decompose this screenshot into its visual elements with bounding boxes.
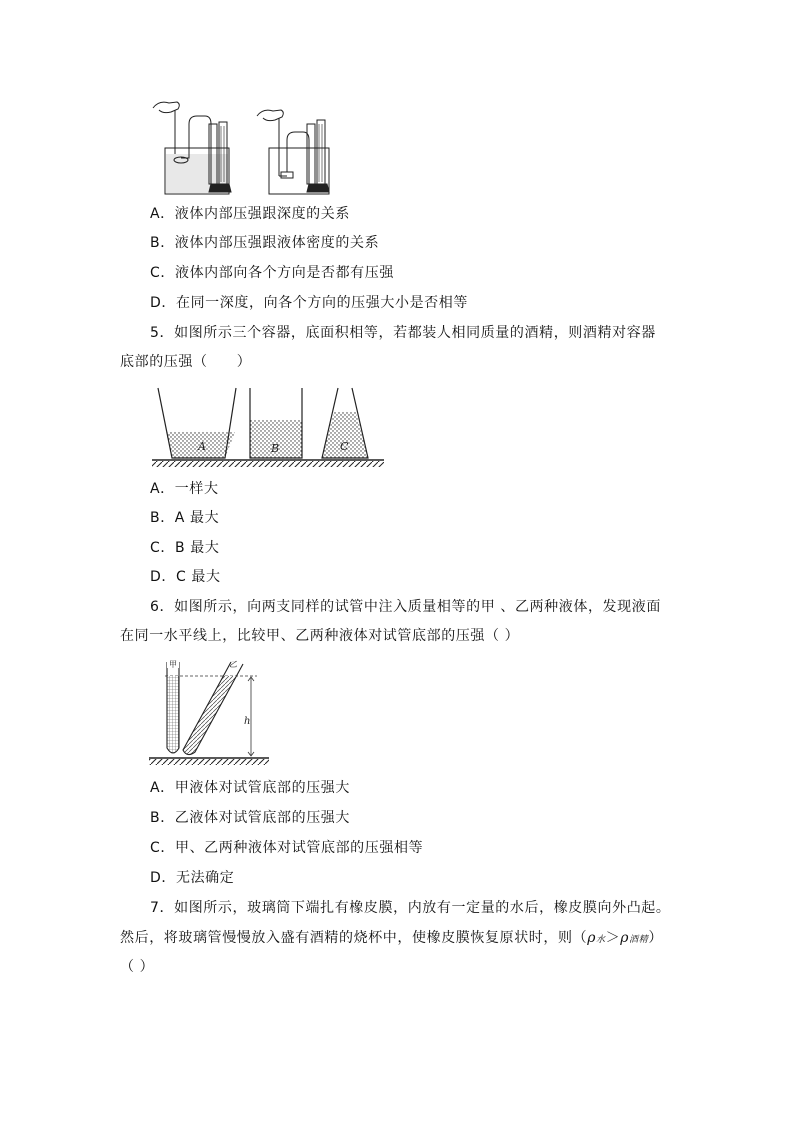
- q6-option-c: C．甲、乙两种液体对试管底部的压强相等: [150, 840, 424, 856]
- q5-option-b: B．A 最大: [150, 510, 220, 526]
- three-containers-figure: [150, 384, 390, 468]
- q6-option-d: D．无法确定: [150, 870, 235, 886]
- q6-stem-line2: 在同一水平线上，比较甲、乙两种液体对试管底部的压强（ ）: [120, 628, 520, 644]
- q6-option-b: B．乙液体对试管底部的压强大: [150, 810, 351, 826]
- gauge-setup-left: [153, 102, 231, 194]
- q4-option-b: B．液体内部压强跟液体密度的关系: [150, 235, 380, 251]
- pressure-gauge-figure: [145, 94, 345, 200]
- q4-option-a: A．液体内部压强跟深度的关系: [150, 206, 350, 222]
- container-b-label: B: [271, 442, 280, 455]
- q5-option-a: A．一样大: [150, 481, 219, 497]
- q4-option-c: C．液体内部向各个方向是否都有压强: [150, 265, 394, 281]
- q5-stem-line2: 底部的压强（ ）: [120, 354, 252, 370]
- tube-jia-label: 甲: [169, 660, 177, 669]
- rho-water-symbol: ρ: [587, 930, 597, 946]
- q7-answer-paren: （ ）: [120, 959, 155, 975]
- tube-yi-label: 乙: [229, 660, 237, 669]
- water-subscript: 水: [596, 935, 606, 945]
- container-c-label: C: [340, 440, 349, 453]
- alcohol-subscript: 酒精: [629, 935, 649, 945]
- q7-stem-line2: [120, 929, 663, 949]
- test-tubes-figure: [145, 656, 275, 768]
- greater-than-sign: ＞: [605, 930, 621, 946]
- q5-stem-line1: 5．如图所示三个容器，底面积相等，若都装人相同质量的酒精，则酒精对容器: [150, 325, 656, 341]
- q7-stem-line2-text: 然后，将玻璃管慢慢放入盛有酒精的烧杯中，使橡皮膜恢复原状时，则（: [120, 930, 588, 946]
- q7-stem-line1: 7．如图所示，玻璃筒下端扎有橡皮膜，内放有一定量的水后，橡皮膜向外凸起。: [150, 900, 671, 916]
- rho-alcohol-symbol: ρ: [620, 930, 630, 946]
- gauge-setup-right: [257, 110, 329, 194]
- container-a-label: A: [198, 440, 206, 453]
- q5-option-c: C．B 最大: [150, 540, 220, 556]
- q6-option-a: A．甲液体对试管底部的压强大: [150, 780, 350, 796]
- q5-option-d: D．C 最大: [150, 569, 221, 585]
- q6-stem-line1: 6．如图所示，向两支同样的试管中注入质量相等的甲 、乙两种液体，发现液面: [150, 599, 661, 615]
- q4-option-d: D．在同一深度，向各个方向的压强大小是否相等: [150, 295, 468, 311]
- close-paren: ）: [648, 930, 663, 946]
- height-label: h: [244, 716, 251, 727]
